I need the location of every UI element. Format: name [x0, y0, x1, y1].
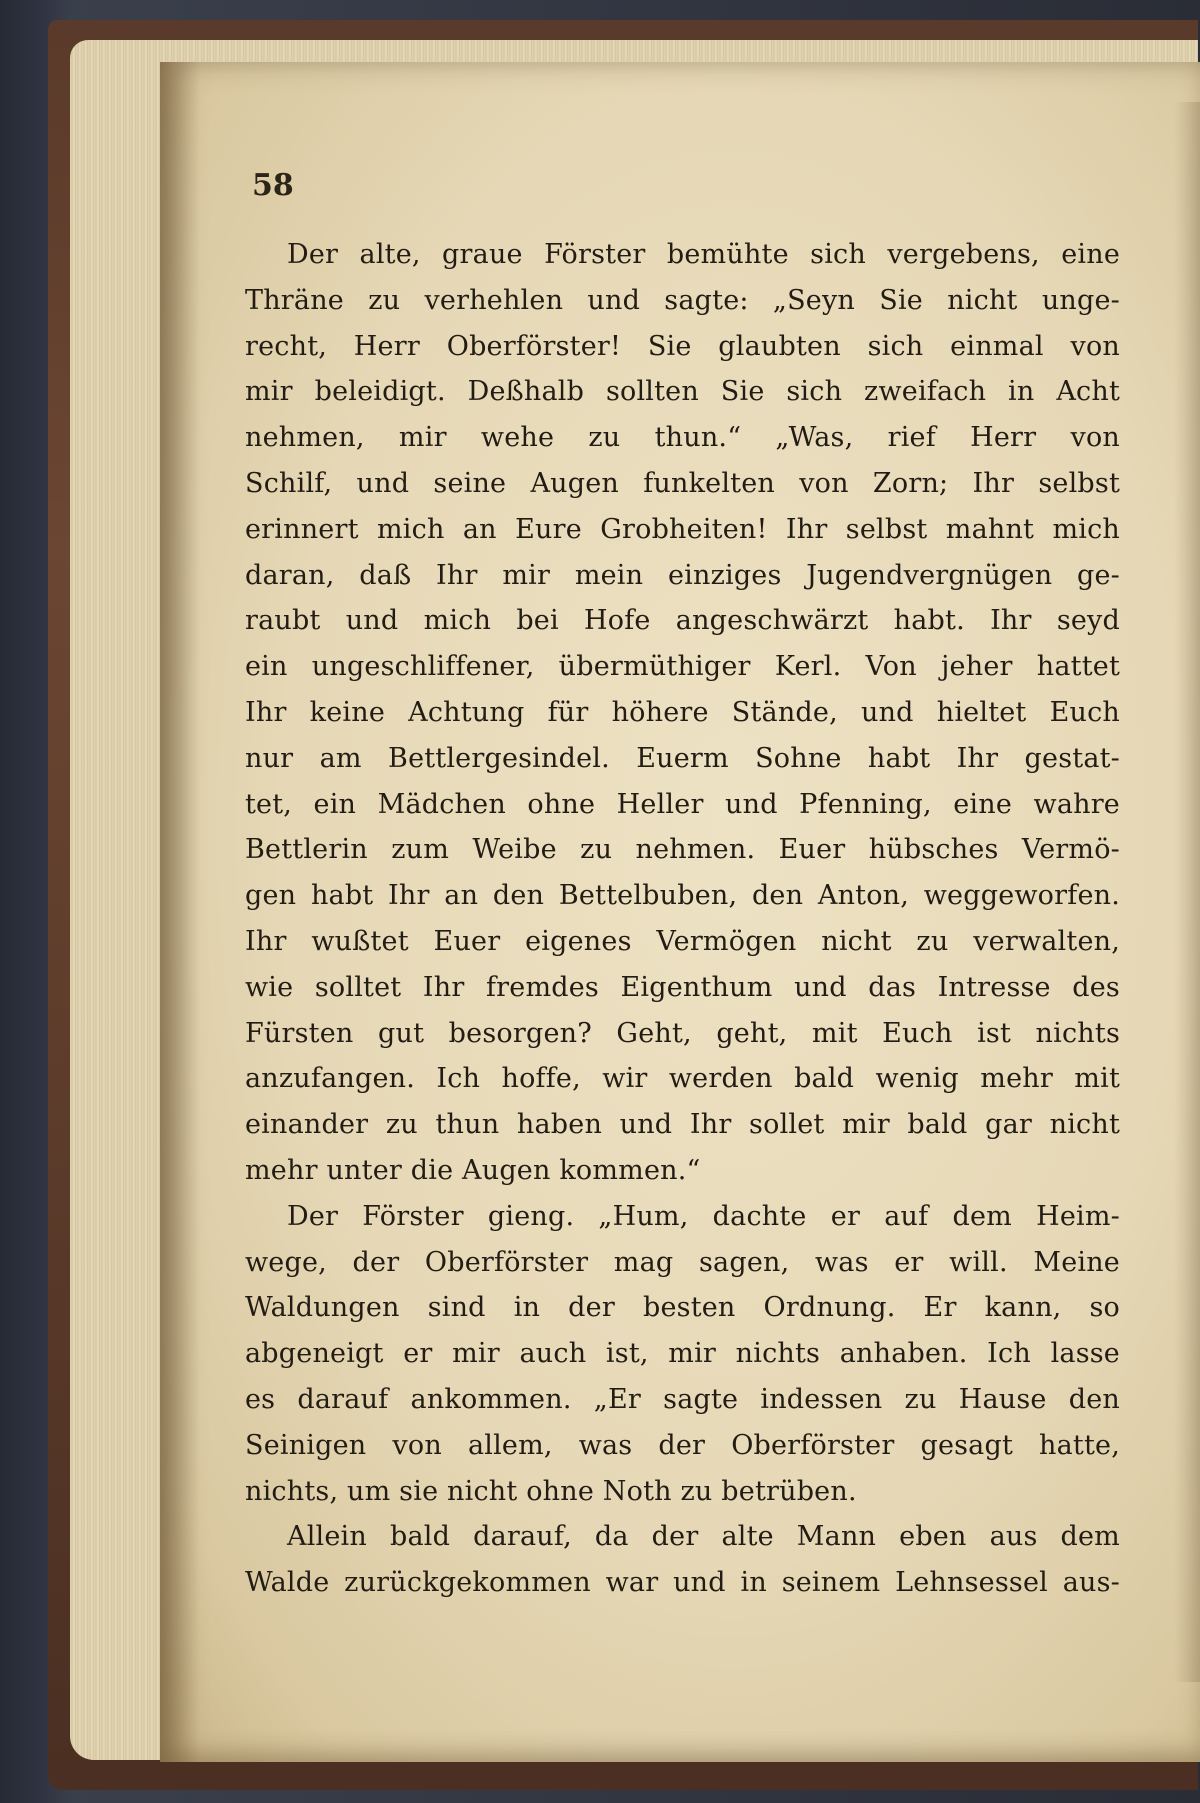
page-right-edge: [1174, 102, 1200, 1682]
text-line: recht, Herr Oberförster! Sie glaubten sich einmal von: [245, 330, 1120, 362]
text-line: nichts, um sie nicht ohne Noth zu betrüben.: [245, 1475, 857, 1507]
text-line: Bettlerin zum Weibe zu nehmen. Euer hübsches Vermö-: [245, 834, 1120, 866]
text-line: abgeneigt er mir auch ist, mir nichts anhaben. Ich lasse: [245, 1338, 1120, 1370]
text-line: mehr unter die Augen kommen.“: [245, 1154, 701, 1186]
text-line: Allein bald darauf, da der alte Mann eben aus dem: [287, 1521, 1120, 1553]
text-line: wege, der Oberförster mag sagen, was er will. Meine: [245, 1246, 1120, 1278]
text-line: Fürsten gut besorgen? Geht, geht, mit Euch ist nichts: [245, 1017, 1120, 1049]
text-line: tet, ein Mädchen ohne Heller und Pfenning, eine wahre: [245, 788, 1120, 820]
text-line: anzufangen. Ich hoffe, wir werden bald wenig mehr mit: [245, 1063, 1120, 1095]
text-line: wie solltet Ihr fremdes Eigenthum und das Intresse des: [245, 971, 1120, 1003]
text-line: nur am Bettlergesindel. Euerm Sohne habt Ihr gestat-: [245, 742, 1120, 774]
text-line: Waldungen sind in der besten Ordnung. Er kann, so: [245, 1292, 1120, 1324]
text-line: Ihr keine Achtung für höhere Stände, und hieltet Euch: [245, 696, 1120, 728]
text-line: Seinigen von allem, was der Oberförster gesagt hatte,: [245, 1429, 1120, 1461]
page-number: 58: [252, 168, 294, 203]
text-line: gen habt Ihr an den Bettelbuben, den Anton, weggeworfen.: [245, 880, 1120, 912]
text-line: mir beleidigt. Deßhalb sollten Sie sich zweifach in Acht: [245, 376, 1120, 408]
text-line: erinnert mich an Eure Grobheiten! Ihr selbst mahnt mich: [245, 513, 1120, 545]
text-line: Der Förster gieng. „Hum, dachte er auf dem Heim-: [287, 1200, 1120, 1232]
book-page: [160, 62, 1200, 1762]
text-line: Ihr wußtet Euer eigenes Vermögen nicht zu verwalten,: [245, 925, 1120, 957]
text-line: es darauf ankommen. „Er sagte indessen zu Hause den: [245, 1383, 1120, 1415]
text-line: ein ungeschliffener, übermüthiger Kerl. Von jeher hattet: [245, 651, 1120, 683]
body-text: [245, 232, 1120, 1606]
page-gutter-shadow: [160, 62, 200, 1762]
text-line: Thräne zu verhehlen und sagte: „Seyn Sie nicht unge-: [245, 284, 1120, 316]
text-line: Walde zurückgekommen war und in seinem Lehnsessel aus-: [245, 1567, 1120, 1599]
text-line: raubt und mich bei Hofe angeschwärzt habt. Ihr seyd: [245, 605, 1120, 637]
text-line: Schilf, und seine Augen funkelten von Zorn; Ihr selbst: [245, 467, 1120, 499]
text-line: daran, daß Ihr mir mein einziges Jugendvergnügen ge-: [245, 559, 1120, 591]
text-line: einander zu thun haben und Ihr sollet mir bald gar nicht: [245, 1109, 1120, 1141]
text-line: nehmen, mir wehe zu thun.“ „Was, rief Herr von: [245, 422, 1120, 454]
text-line: Der alte, graue Förster bemühte sich vergebens, eine: [287, 239, 1120, 270]
